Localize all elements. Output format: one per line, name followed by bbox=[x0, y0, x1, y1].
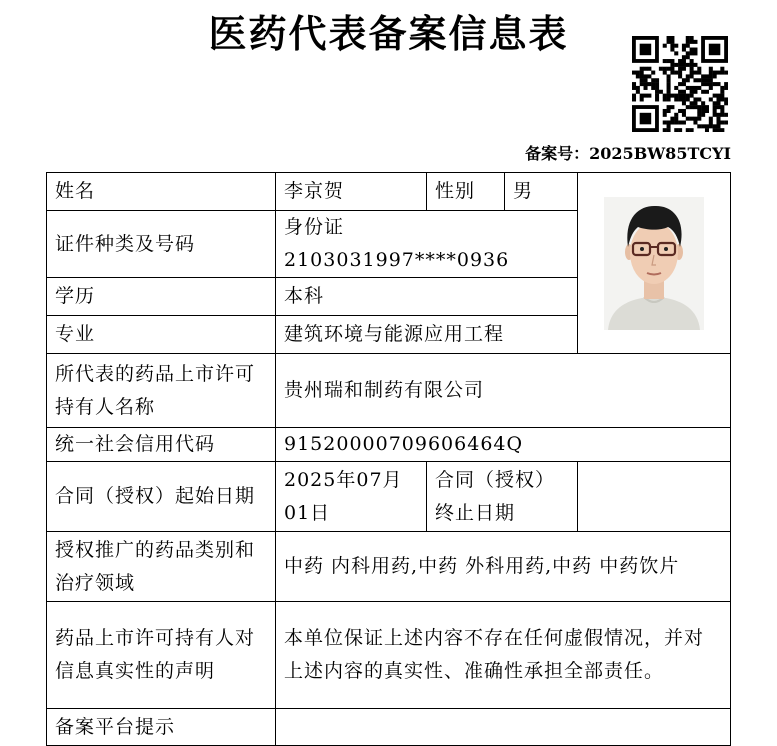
contract-start-label: 合同（授权）起始日期 bbox=[47, 462, 276, 532]
table-row bbox=[47, 532, 731, 602]
page-title: 医药代表备案信息表 bbox=[208, 11, 569, 56]
platform-notice-label: 备案平台提示 bbox=[47, 709, 276, 746]
table-row bbox=[47, 428, 731, 462]
id-document-value: 身份证 2103031997****0936 bbox=[276, 211, 578, 278]
info-table bbox=[46, 172, 731, 746]
table-row bbox=[47, 462, 731, 532]
contract-end-value bbox=[578, 462, 731, 532]
filing-number bbox=[525, 142, 731, 166]
name-label: 姓名 bbox=[47, 173, 276, 211]
platform-notice-value bbox=[276, 709, 731, 746]
declaration-value: 本单位保证上述内容不存在任何虚假情况，并对上述内容的真实性、准确性承担全部责任。 bbox=[276, 602, 731, 709]
portrait-photo bbox=[604, 197, 704, 330]
table-row bbox=[47, 602, 731, 709]
major-value: 建筑环境与能源应用工程 bbox=[276, 316, 578, 354]
gender-label: 性别 bbox=[427, 173, 505, 211]
credit-code-label: 统一社会信用代码 bbox=[47, 428, 276, 462]
contract-start-value: 2025年07月01日 bbox=[276, 462, 427, 532]
categories-label: 授权推广的药品类别和治疗领域 bbox=[47, 532, 276, 602]
education-value: 本科 bbox=[276, 278, 578, 316]
photo-cell bbox=[578, 173, 731, 354]
gender-value: 男 bbox=[505, 173, 578, 211]
education-label: 学历 bbox=[47, 278, 276, 316]
categories-value: 中药 内科用药,中药 外科用药,中药 中药饮片 bbox=[276, 532, 731, 602]
contract-end-label: 合同（授权）终止日期 bbox=[427, 462, 578, 532]
table-row bbox=[47, 709, 731, 746]
table-row bbox=[47, 354, 731, 428]
qr-code-icon bbox=[632, 36, 728, 132]
id-document-label: 证件种类及号码 bbox=[47, 211, 276, 278]
major-label: 专业 bbox=[47, 316, 276, 354]
table-row bbox=[47, 173, 731, 211]
filing-number-value: 2025BW85TCYI bbox=[589, 144, 731, 163]
holder-name-value: 贵州瑞和制药有限公司 bbox=[276, 354, 731, 428]
filing-number-label: 备案号： bbox=[525, 144, 590, 163]
declaration-label: 药品上市许可持有人对信息真实性的声明 bbox=[47, 602, 276, 709]
name-value: 李京贺 bbox=[276, 173, 427, 211]
credit-code-value: 91520000709606464Q bbox=[276, 428, 731, 462]
holder-name-label: 所代表的药品上市许可持有人名称 bbox=[47, 354, 276, 428]
